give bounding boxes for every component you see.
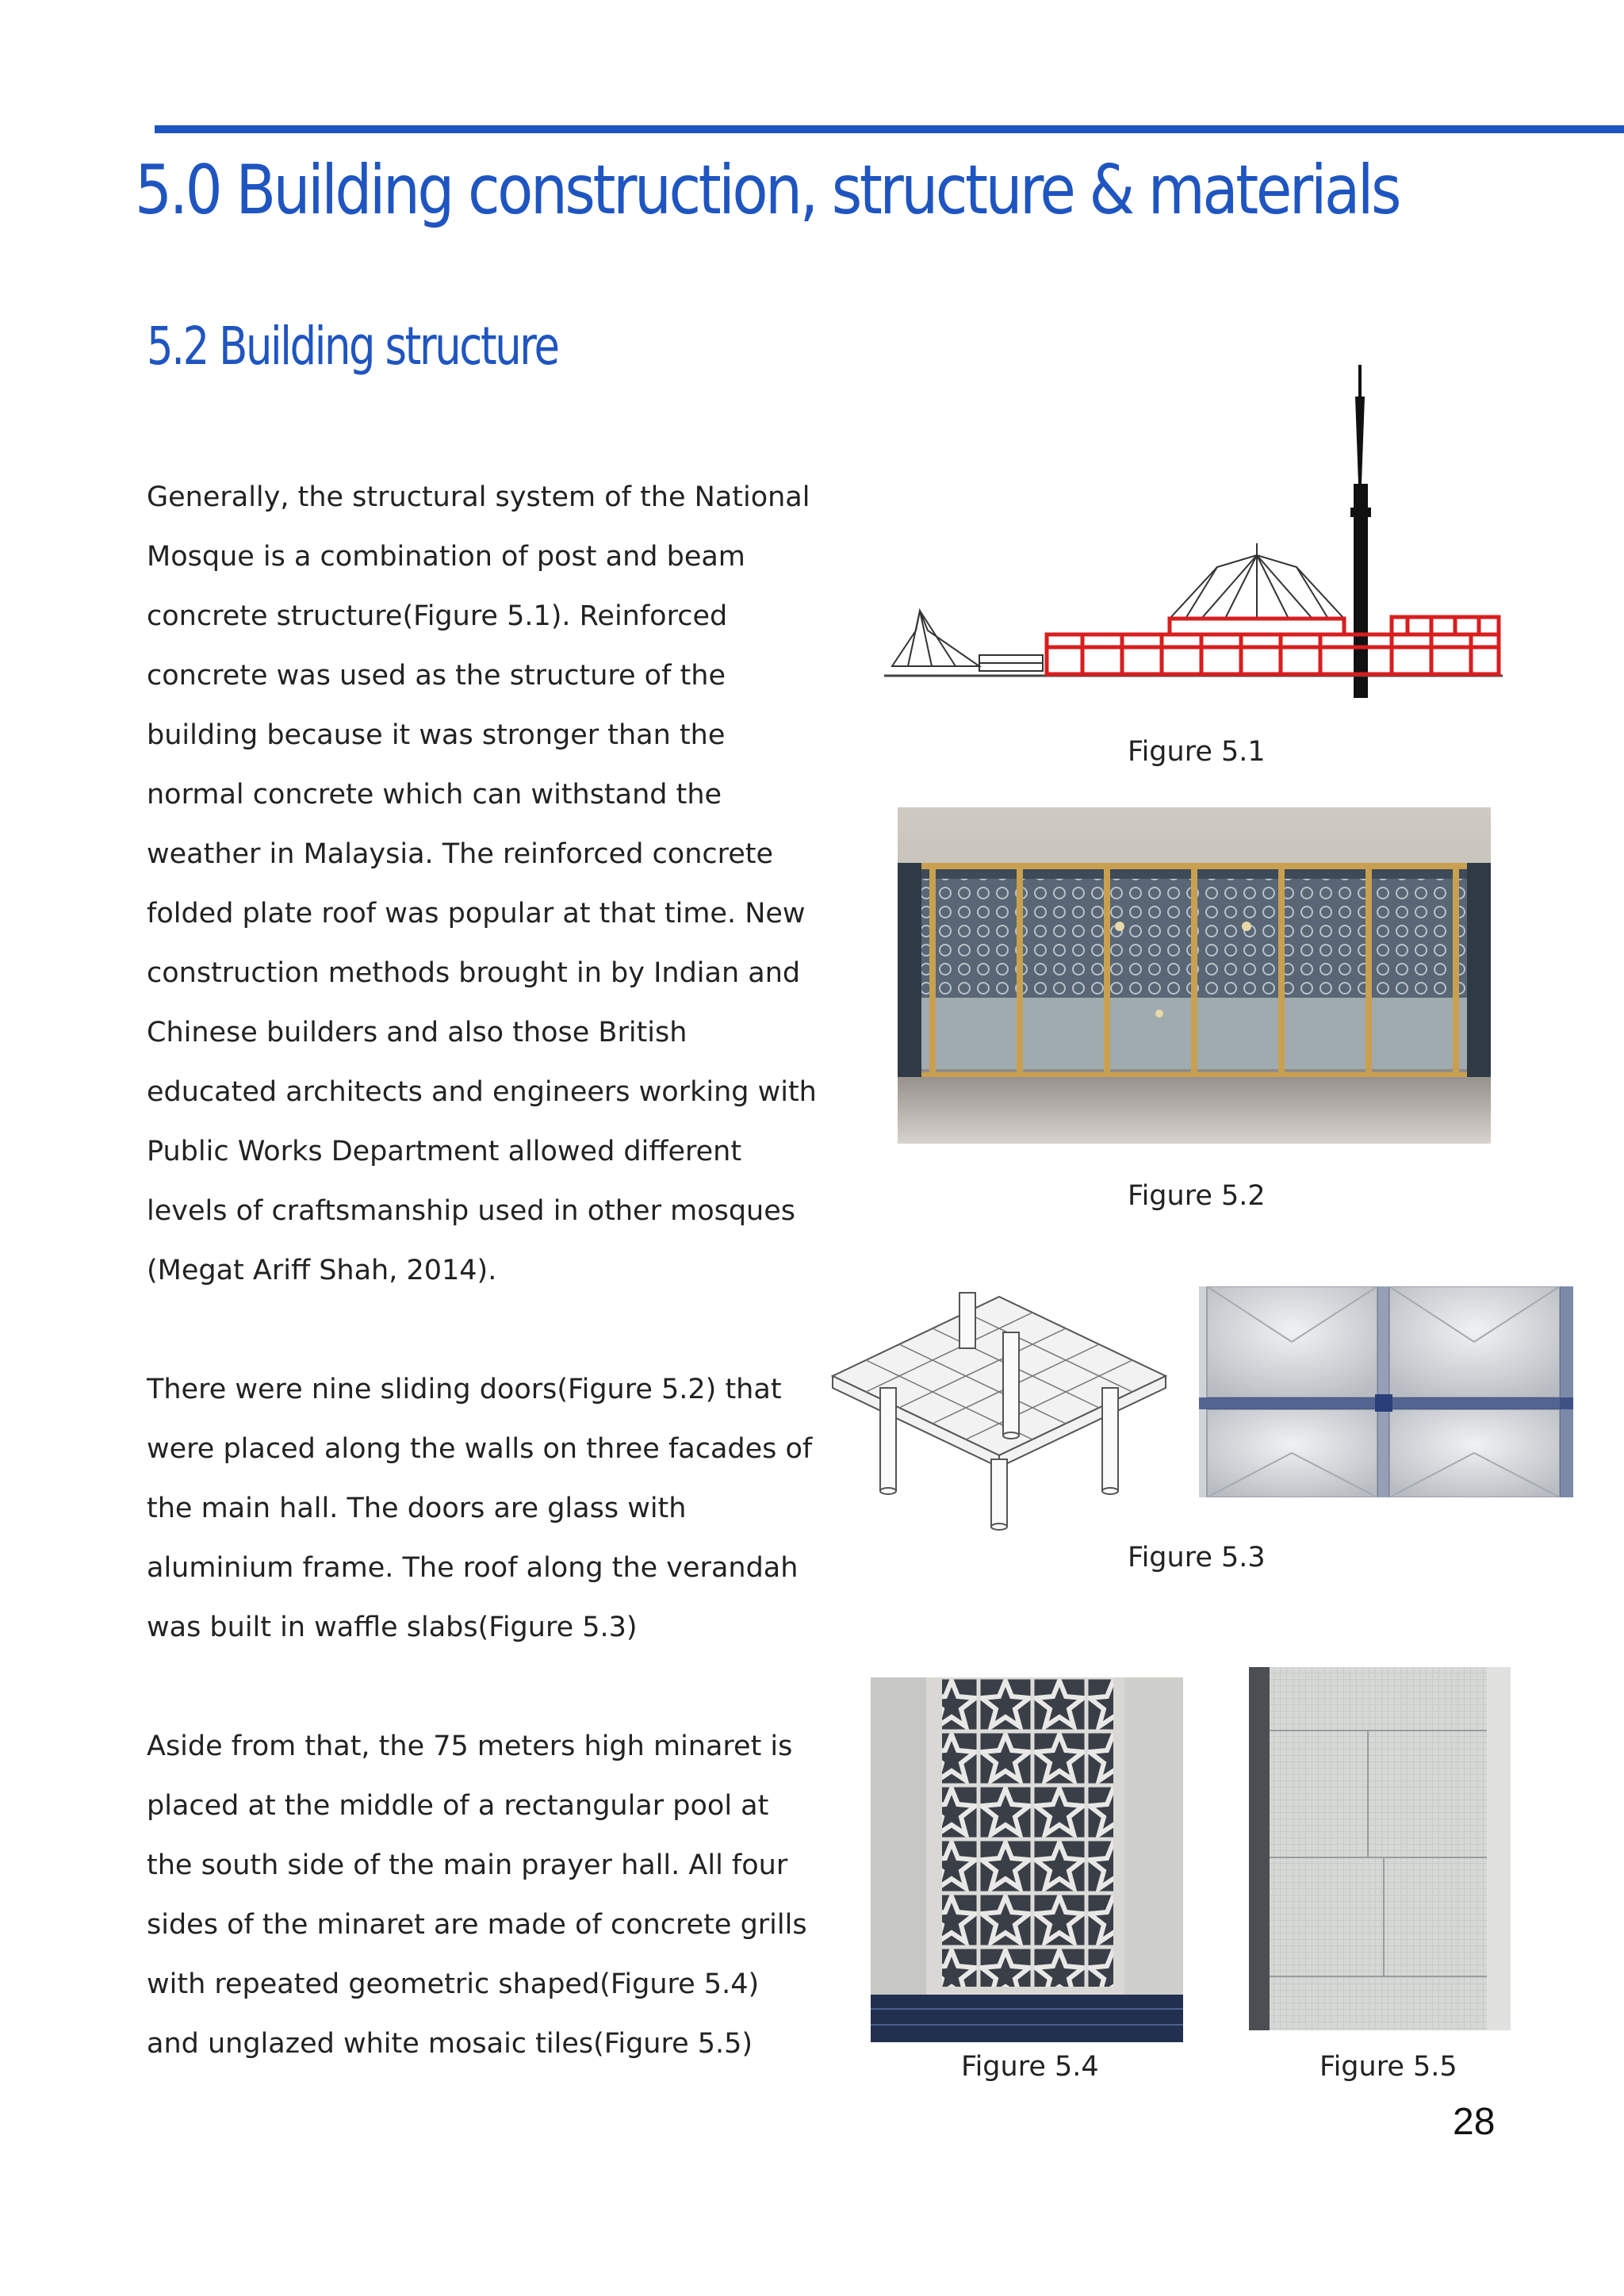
- body-line: Mosque is a combination of post and beam: [147, 541, 745, 573]
- body-line: Generally, the structural system of the National: [147, 481, 810, 513]
- page-title: 5.0 Building construction, structure & materials: [135, 151, 1400, 230]
- body-line: folded plate roof was popular at that time. New: [147, 898, 806, 930]
- body-line: building because it was stronger than the: [147, 719, 726, 751]
- page-number: 28: [1453, 2101, 1496, 2143]
- body-text: [147, 468, 817, 2074]
- figure-5-2-sliding-doors-photo: [898, 807, 1491, 1144]
- section-title: 5.2 Building structure: [147, 316, 558, 377]
- header-rule: [155, 125, 1624, 133]
- body-line: and unglazed white mosaic tiles(Figure 5.5): [147, 2028, 753, 2060]
- caption-figure-5-1: Figure 5.1: [1128, 736, 1266, 768]
- body-line: were placed along the walls on three facades of: [147, 1433, 813, 1465]
- body-line: sides of the minaret are made of concrete grills: [147, 1909, 807, 1941]
- body-line: Chinese builders and also those British: [147, 1017, 688, 1048]
- body-line: construction methods brought in by Indian and: [147, 957, 801, 989]
- caption-figure-5-5: Figure 5.5: [1320, 2051, 1457, 2083]
- body-line: (Megat Ariff Shah, 2014).: [147, 1255, 497, 1286]
- caption-figure-5-2: Figure 5.2: [1128, 1180, 1266, 1212]
- body-line: Aside from that, the 75 meters high minaret is: [147, 1731, 793, 1762]
- figure-5-5-mosaic-tiles-photo: [1249, 1667, 1511, 2030]
- body-line: with repeated geometric shaped(Figure 5.4): [147, 1968, 760, 2000]
- figure-5-3-waffle-slab-drawing: [825, 1269, 1174, 1535]
- body-line: concrete structure(Figure 5.1). Reinforced: [147, 600, 728, 632]
- body-line: Public Works Department allowed different: [147, 1136, 742, 1167]
- body-line: There were nine sliding doors(Figure 5.2) that: [147, 1374, 782, 1405]
- body-line: concrete was used as the structure of the: [147, 660, 726, 692]
- body-line: placed at the middle of a rectangular pool at: [147, 1790, 769, 1822]
- body-line: the main hall. The doors are glass with: [147, 1493, 687, 1524]
- body-line: normal concrete which can withstand the: [147, 779, 722, 811]
- caption-figure-5-4: Figure 5.4: [961, 2051, 1099, 2083]
- figure-5-3-waffle-ceiling-photo: [1199, 1286, 1573, 1497]
- paragraph-gap: [147, 1301, 813, 1360]
- figure-5-4-concrete-grill-photo: [871, 1677, 1183, 2042]
- body-line: aluminium frame. The roof along the verandah: [147, 1552, 799, 1584]
- caption-figure-5-3: Figure 5.3: [1128, 1542, 1266, 1573]
- body-line: levels of craftsmanship used in other mosques: [147, 1195, 796, 1227]
- paragraph-gap: [147, 1658, 813, 1717]
- body-line: weather in Malaysia. The reinforced concrete: [147, 838, 774, 870]
- body-line: was built in waffle slabs(Figure 5.3): [147, 1612, 638, 1643]
- figure-5-1-elevation-drawing: [884, 365, 1511, 698]
- body-line: educated architects and engineers working with: [147, 1076, 817, 1108]
- body-line: the south side of the main prayer hall. All four: [147, 1849, 788, 1881]
